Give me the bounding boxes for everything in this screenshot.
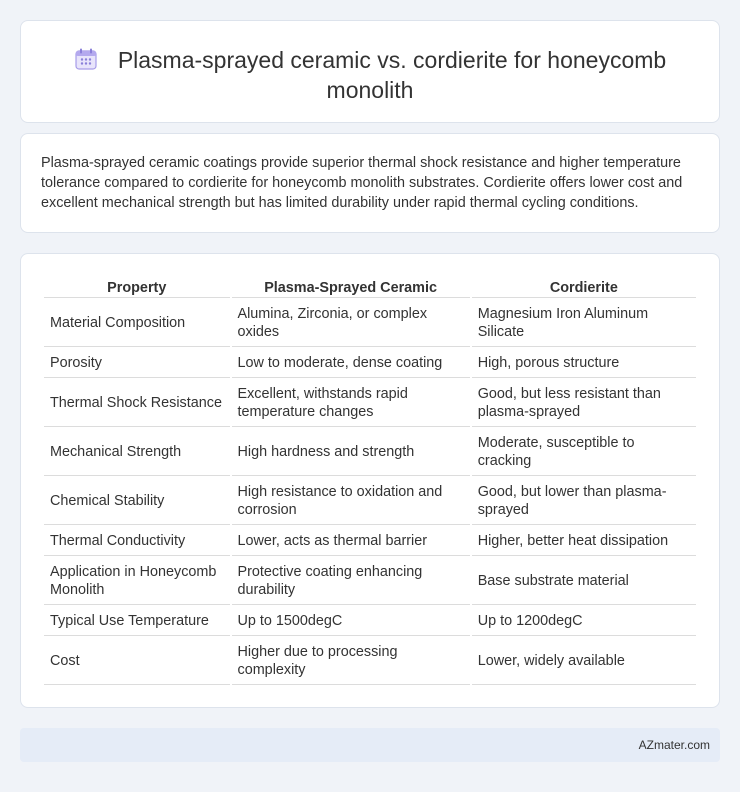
cordierite-cell: Higher, better heat dissipation [472,527,696,556]
property-cell: Typical Use Temperature [44,607,230,636]
property-cell: Thermal Conductivity [44,527,230,556]
property-cell: Mechanical Strength [44,429,230,476]
cordierite-cell: Up to 1200degC [472,607,696,636]
plasma-cell: Lower, acts as thermal barrier [232,527,470,556]
table-row [44,527,696,556]
page-title-wrap [21,45,719,105]
table-header-row [44,278,696,298]
plasma-cell: Protective coating enhancing durability [232,558,470,605]
header-property: Property [44,278,230,298]
table-row [44,349,696,378]
cordierite-cell: Good, but less resistant than plasma-sprayed [472,380,696,427]
table-row [44,300,696,347]
property-cell: Porosity [44,349,230,378]
title-card [20,20,720,123]
summary-text: Plasma-sprayed ceramic coatings provide superior thermal shock resistance and higher temperature tolerance compared to cordierite for honeycomb monolith substrates. Cordierite offers lower cost and excellent mechanical strength but has limited durability under rapid thermal cycling conditions. [41,155,683,211]
calendar-icon [74,47,98,71]
footer-bar [20,728,720,762]
header-cordierite: Cordierite [472,278,696,298]
header-plasma-sprayed-ceramic: Plasma-Sprayed Ceramic [232,278,470,298]
page-title: Plasma-sprayed ceramic vs. cordierite for honeycomb monolith [117,47,667,103]
plasma-cell: Low to moderate, dense coating [232,349,470,378]
table-row [44,380,696,427]
property-cell: Material Composition [44,300,230,347]
cordierite-cell: Base substrate material [472,558,696,605]
cordierite-cell: Lower, widely available [472,638,696,685]
table-row [44,607,696,636]
plasma-cell: High hardness and strength [232,429,470,476]
comparison-table [42,276,698,687]
cordierite-cell: Moderate, susceptible to cracking [472,429,696,476]
comparison-card [20,253,720,708]
cordierite-cell: Good, but lower than plasma-sprayed [472,478,696,525]
plasma-cell: Alumina, Zirconia, or complex oxides [232,300,470,347]
table-row [44,638,696,685]
footer-brand: AZmater.com [638,738,710,752]
property-cell: Application in Honeycomb Monolith [44,558,230,605]
property-cell: Thermal Shock Resistance [44,380,230,427]
property-cell: Chemical Stability [44,478,230,525]
cordierite-cell: High, porous structure [472,349,696,378]
cordierite-cell: Magnesium Iron Aluminum Silicate [472,300,696,347]
plasma-cell: Excellent, withstands rapid temperature changes [232,380,470,427]
plasma-cell: High resistance to oxidation and corrosion [232,478,470,525]
property-cell: Cost [44,638,230,685]
plasma-cell: Up to 1500degC [232,607,470,636]
summary-card [20,133,720,233]
table-row [44,478,696,525]
plasma-cell: Higher due to processing complexity [232,638,470,685]
table-row [44,558,696,605]
table-row [44,429,696,476]
